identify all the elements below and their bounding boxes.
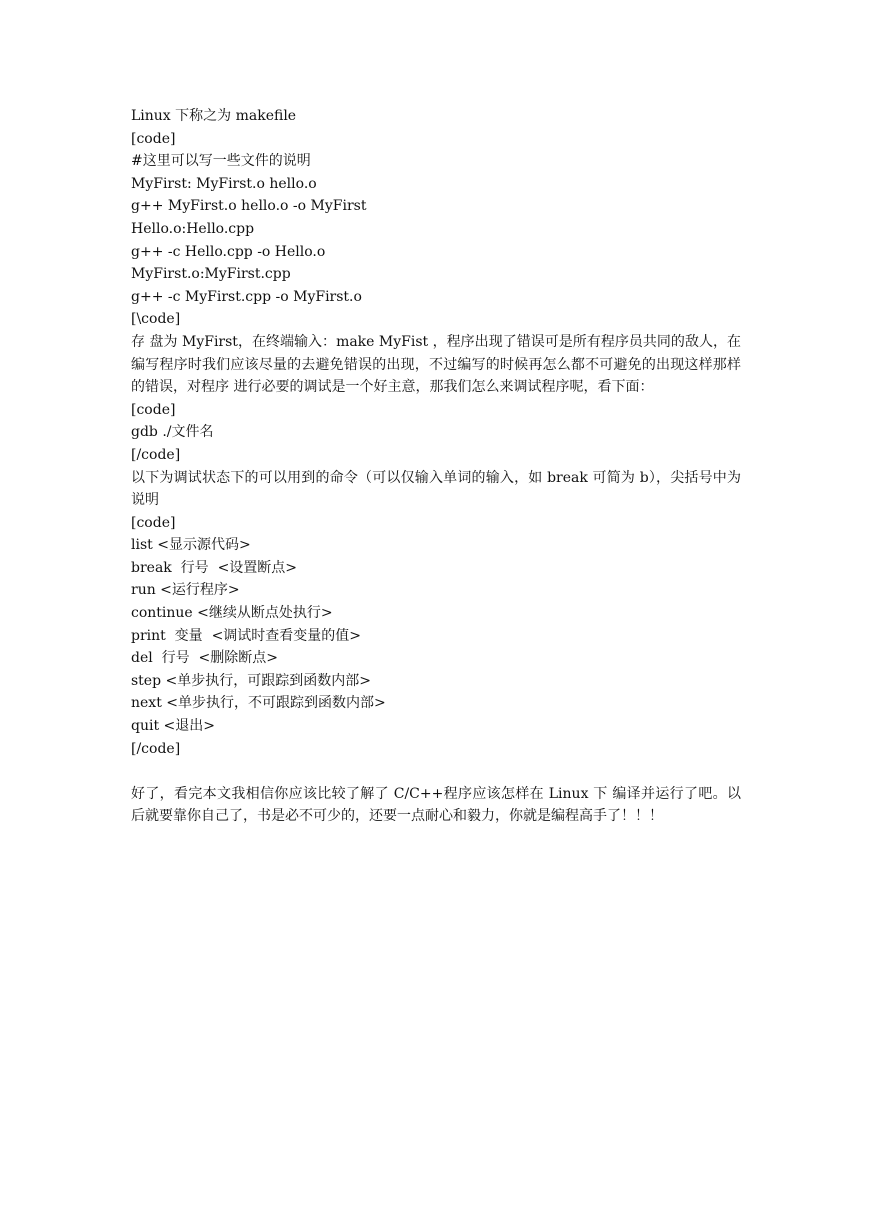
code-close-tag: [/code] [131, 446, 181, 463]
paragraph-save: 存 盘为 MyFirst，在终端输入：make MyFist ，程序出现了错误可是所有程序员共同的敌人，在编写程序时我们应该尽量的去避免错误的出现，不过编写的时候再怎么都不可避免的出现这样那样的错误，对程序 进行必要的调试是一个好主意，那我们怎么来调试程序呢，看下面： [131, 333, 741, 396]
document-body [131, 105, 741, 828]
code-line: g++ -c Hello.cpp -o Hello.o [131, 243, 326, 260]
code-line: g++ MyFirst.o hello.o -o MyFirst [131, 198, 367, 215]
code-line: MyFirst: MyFirst.o hello.o [131, 175, 317, 192]
command-run: run <运行程序> [131, 582, 240, 599]
code-close-tag: [/code] [131, 740, 181, 757]
code-line: Hello.o:Hello.cpp [131, 220, 255, 237]
command-step: step <单步执行，可跟踪到函数内部> [131, 672, 371, 689]
code-line: MyFirst.o:MyFirst.cpp [131, 266, 291, 283]
command-list: list <显示源代码> [131, 537, 251, 554]
code-open-tag: [code] [131, 514, 176, 531]
text-line: Linux 下称之为 makefile [131, 108, 297, 124]
paragraph-conclusion: 好了，看完本文我相信你应该比较了解了 C/C++程序应该怎样在 Linux 下 编译并运行了吧。以后就要靠你自己了，书是必不可少的，还要一点耐心和毅力，你就是编程高手了！！！ [131, 785, 741, 825]
command-print: print 变量 <调试时查看变量的值> [131, 627, 362, 644]
command-quit: quit <退出> [131, 718, 215, 735]
code-line: #这里可以写一些文件的说明 [131, 153, 311, 170]
paragraph-commands: 以下为调试状态下的可以用到的命令（可以仅输入单词的输入，如 break 可简为 b），尖括号中为说明 [131, 469, 741, 509]
command-break: break 行号 <设置断点> [131, 559, 298, 576]
code-open-tag: [code] [131, 401, 176, 418]
command-next: next <单步执行，不可跟踪到函数内部> [131, 695, 386, 712]
code-line: g++ -c MyFirst.cpp -o MyFirst.o [131, 288, 362, 305]
paragraph-gap [131, 760, 741, 783]
command-continue: continue <继续从断点处执行> [131, 605, 333, 622]
code-close-tag: [\code] [131, 311, 181, 328]
command-del: del 行号 <删除断点> [131, 650, 278, 667]
code-line: gdb ./文件名 [131, 424, 214, 441]
code-open-tag: [code] [131, 130, 176, 147]
